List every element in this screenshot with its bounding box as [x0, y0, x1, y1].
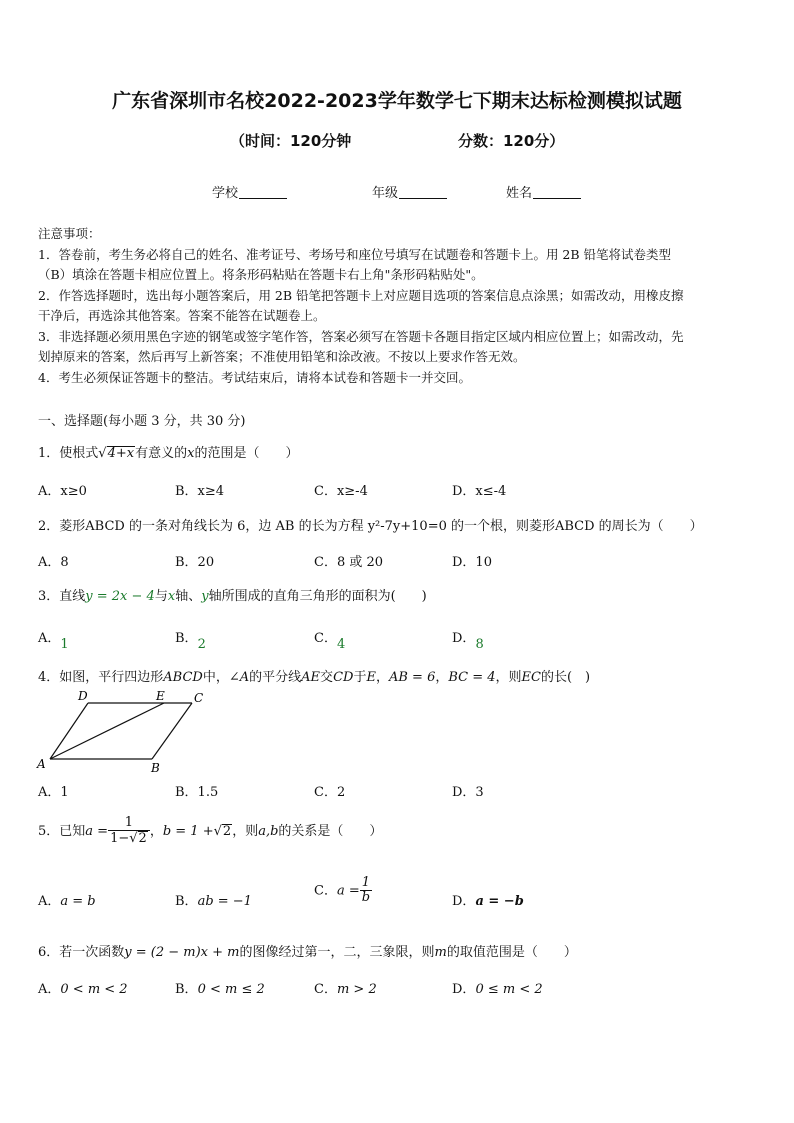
- segment-ae: [50, 703, 164, 759]
- q5-radicand: 2: [222, 823, 232, 839]
- den-text: 1−: [110, 831, 130, 847]
- q4-text: 于: [353, 670, 367, 685]
- q3-equation: y = 2x − 4: [85, 589, 155, 604]
- q6-option-b[interactable]: [175, 978, 265, 997]
- notes-heading: 注意事项：: [38, 226, 101, 241]
- option-label: A．: [38, 894, 61, 909]
- question-6: [38, 941, 577, 960]
- den-radicand: 2: [138, 831, 147, 847]
- q1-option-c[interactable]: C．x≥-4: [314, 484, 368, 499]
- q5-math: b = 1 +: [162, 823, 214, 839]
- question-1: [38, 442, 298, 461]
- exam-score: 分数：120分）: [458, 132, 565, 150]
- q6-text: 的图像经过第一，二，三象限，则: [239, 945, 435, 960]
- q1-text: 有意义的: [135, 446, 188, 461]
- q4-text: 交: [320, 670, 334, 685]
- option-fraction: [360, 876, 372, 906]
- option-label: C．: [314, 883, 337, 899]
- option-value: a = −b: [475, 894, 524, 909]
- q5-text: 的关系是（ ）: [278, 823, 383, 839]
- question-2: 2．菱形ABCD 的一条对角线长为 6，边 AB 的长为方程 y²-7y+10=0 的一个根，则菱形ABCD 的周长为（ ）: [38, 519, 703, 534]
- notes-line: 3．非选择题必须用黑色字迹的钢笔或签字笔作答，答案必须写在答题卡各题目指定区域内相应位置上；如需改动，先: [38, 328, 684, 344]
- q2-option-a[interactable]: A．8: [38, 555, 69, 570]
- section-heading: 一、选择题(每小题 3 分，共 30 分): [38, 414, 246, 429]
- fraction-denominator: b: [361, 890, 371, 906]
- q3-option-b[interactable]: [175, 627, 206, 652]
- q1-option-d[interactable]: D．x≤-4: [452, 484, 507, 499]
- q2-option-b[interactable]: B．20: [175, 555, 215, 570]
- option-label: B．: [175, 982, 198, 997]
- grade-label: 年级: [372, 186, 399, 201]
- q3-x: x: [167, 589, 176, 604]
- q3-text: 3．直线: [38, 589, 86, 604]
- q4-option-d[interactable]: D．3: [452, 785, 484, 800]
- question-5: [38, 816, 382, 847]
- q5-text: ，则: [232, 823, 259, 839]
- option-label: B．: [175, 631, 198, 646]
- sqrt-sign: √: [98, 446, 107, 461]
- option-label: D．: [452, 631, 476, 646]
- notes-line: （B）填涂在答题卡相应位置上。将条形码粘贴在答题卡右上角"条形码粘贴处"。: [38, 267, 484, 282]
- grade-blank[interactable]: [399, 185, 447, 199]
- q6-math: m: [434, 945, 447, 960]
- fraction-numerator: 1: [108, 816, 150, 831]
- sqrt-sign: √: [213, 823, 222, 839]
- q4-text: ，: [375, 670, 389, 685]
- q4-text: 中，: [202, 670, 229, 685]
- q6-option-a[interactable]: [38, 978, 128, 997]
- q6-text: 的取值范围是（ ）: [446, 945, 577, 960]
- q6-option-c[interactable]: [314, 978, 377, 997]
- q2-option-d[interactable]: D．10: [452, 555, 492, 570]
- parallelogram-figure: [34, 688, 214, 774]
- option-value: m > 2: [336, 982, 377, 997]
- option-label: D．: [452, 982, 476, 997]
- q6-option-d[interactable]: [452, 978, 543, 997]
- q4-math: AE: [301, 670, 321, 685]
- option-value: 8: [475, 637, 484, 652]
- q5-text: ，: [149, 823, 163, 839]
- notes-line: 4．考生必须保证答题卡的整洁。考试结束后，请将本试卷和答题卡一并交回。: [38, 369, 471, 385]
- school-field: [212, 182, 287, 201]
- option-value: ab = −1: [197, 894, 252, 909]
- option-label: C．: [314, 982, 337, 997]
- option-value: a = b: [60, 894, 96, 909]
- q1-var: x: [187, 446, 195, 461]
- q3-y: y: [201, 589, 209, 604]
- notes-line: 干净后，再选涂其他答案。答案不能答在试题卷上。: [38, 308, 326, 323]
- label-b: B: [151, 761, 160, 774]
- q4-math: AB = 6: [388, 670, 436, 685]
- name-field: [506, 182, 581, 201]
- fraction-numerator: 1: [360, 876, 372, 891]
- q4-text: 的平分线: [249, 670, 302, 685]
- school-blank[interactable]: [239, 185, 287, 199]
- name-blank[interactable]: [533, 185, 581, 199]
- q4-math: E: [366, 670, 376, 685]
- q5-option-d[interactable]: [452, 890, 524, 909]
- notes-block: [38, 224, 758, 388]
- q3-text: 轴所围成的直角三角形的面积为( ): [208, 589, 427, 604]
- q1-option-a[interactable]: A．x≥0: [38, 484, 87, 499]
- option-value: 0 < m < 2: [60, 982, 128, 997]
- q4-text: 的长( ): [540, 670, 591, 685]
- side-bc: [152, 703, 192, 759]
- q4-option-c[interactable]: C．2: [314, 785, 346, 800]
- option-label: B．: [175, 894, 198, 909]
- label-e: E: [156, 689, 165, 703]
- question-4: [38, 666, 590, 685]
- q5-option-a[interactable]: [38, 890, 96, 909]
- school-label: 学校: [212, 186, 239, 201]
- fraction-denominator: [108, 831, 150, 846]
- option-value: 4: [336, 637, 346, 652]
- q4-text: ，则: [495, 670, 522, 685]
- option-label: A．: [38, 982, 61, 997]
- side-da: [50, 703, 88, 759]
- name-label: 姓名: [506, 186, 533, 201]
- q4-math: EC: [521, 670, 541, 685]
- option-value: 0 ≤ m < 2: [475, 982, 543, 997]
- exam-time: （时间：120分钟: [230, 132, 352, 150]
- q6-text: 6．若一次函数: [38, 945, 125, 960]
- page-title: 广东省深圳市名校2022-2023学年数学七下期末达标检测模拟试题: [112, 90, 682, 112]
- q1-option-b[interactable]: B．x≥4: [175, 484, 225, 499]
- q4-math: CD: [333, 670, 354, 685]
- q3-option-c[interactable]: [314, 627, 346, 652]
- option-label: D．: [452, 894, 476, 909]
- q1-radicand: 4+x: [107, 446, 135, 461]
- label-c: C: [194, 691, 204, 705]
- q4-option-a[interactable]: A．1: [38, 785, 69, 800]
- q5-option-c[interactable]: [314, 876, 372, 906]
- notes-line: 划掉原来的答案，然后再写上新答案；不准使用铅笔和涂改液。不按以上要求作答无效。: [38, 349, 526, 364]
- option-value: 2: [197, 637, 206, 652]
- q5-fraction: [108, 816, 150, 847]
- q1-text: 的范围是（ ）: [194, 446, 299, 461]
- q5-math: a,b: [258, 823, 279, 839]
- q2-option-c[interactable]: C．8 或 20: [314, 555, 384, 570]
- notes-line: 1．答卷前，考生务必将自己的姓名、准考证号、考场号和座位号填写在试题卷和答题卡上。用 2B 铅笔将试卷类型: [38, 246, 672, 262]
- q3-option-a[interactable]: [38, 627, 69, 652]
- sqrt-sign: √: [129, 831, 138, 847]
- q4-math: ∠A: [228, 670, 250, 685]
- q4-text: ，: [435, 670, 449, 685]
- option-value: 0 < m ≤ 2: [197, 982, 265, 997]
- option-value: a =: [336, 883, 360, 899]
- q5-math: a =: [85, 823, 109, 839]
- option-value: 1: [60, 637, 69, 652]
- q3-option-d[interactable]: [452, 627, 484, 652]
- q3-text: 轴、: [175, 589, 202, 604]
- question-3: [38, 585, 427, 604]
- grade-field: [372, 182, 447, 201]
- option-label: C．: [314, 631, 337, 646]
- label-a: A: [37, 757, 46, 771]
- q5-option-b[interactable]: [175, 890, 252, 909]
- q4-option-b[interactable]: B．1.5: [175, 785, 219, 800]
- label-d: D: [78, 689, 88, 703]
- q6-math: y = (2 − m)x + m: [124, 945, 240, 960]
- q4-text: 4．如图，平行四边形: [38, 670, 164, 685]
- q5-text: 5．已知: [38, 823, 86, 839]
- q3-text: 与: [154, 589, 168, 604]
- notes-line: 2．作答选择题时，选出每小题答案后，用 2B 铅笔把答题卡上对应题目选项的答案信息点涂黑；如需改动，用橡皮擦: [38, 287, 684, 303]
- option-label: A．: [38, 631, 61, 646]
- q4-math: ABCD: [163, 670, 203, 685]
- q1-text: 1．使根式: [38, 446, 99, 461]
- q4-math: BC = 4: [448, 670, 496, 685]
